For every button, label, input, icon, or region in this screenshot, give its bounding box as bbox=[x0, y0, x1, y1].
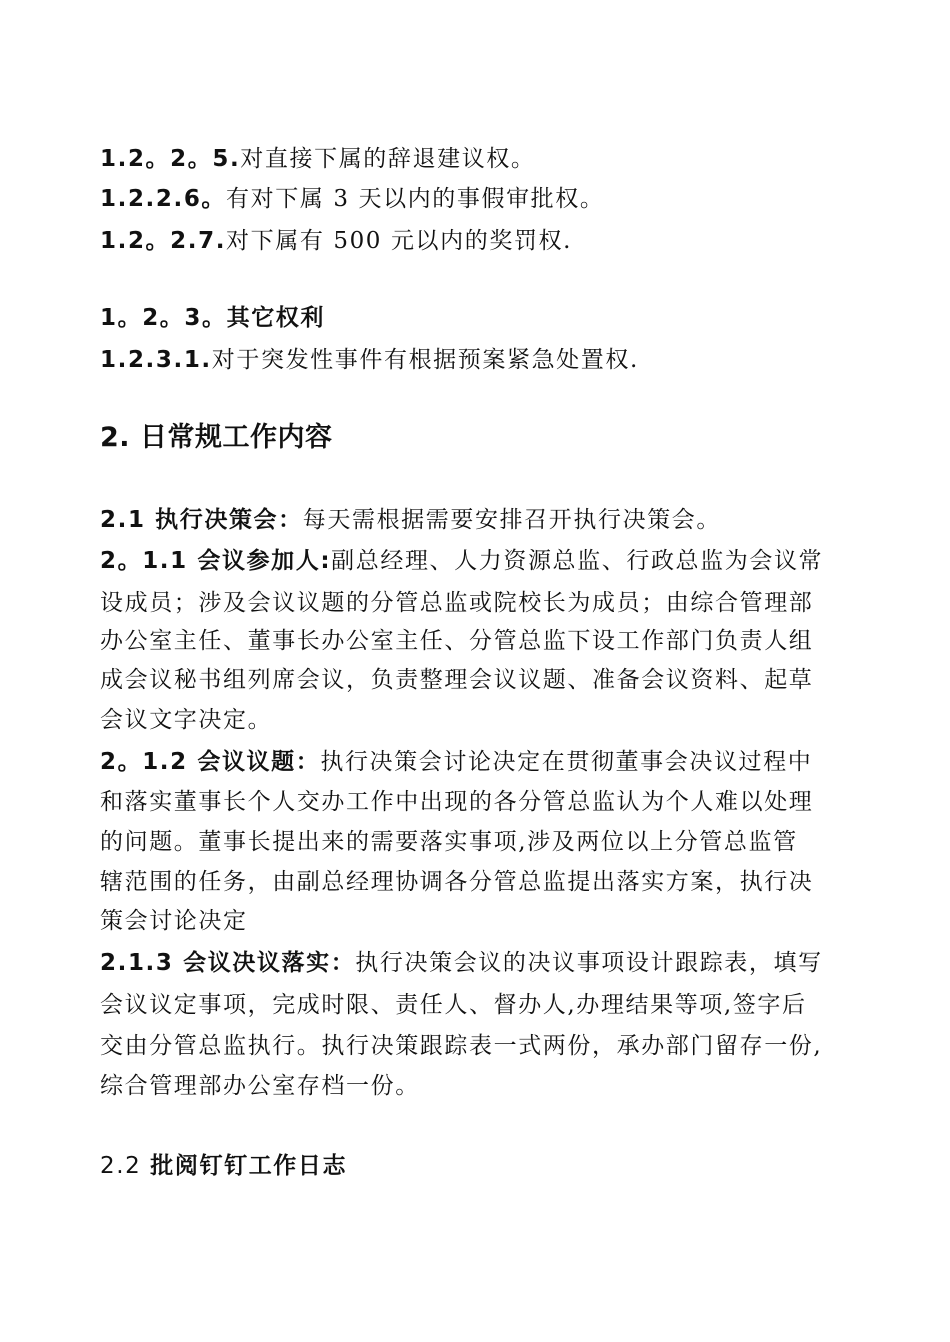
subsection-title: 批阅钉钉工作日志 bbox=[150, 1153, 348, 1179]
item-text: 对下属有 500 元以内的奖罚权. bbox=[226, 228, 573, 254]
paragraph-text: 每天需根据需要安排召开执行决策会。 bbox=[302, 507, 721, 533]
paragraph-212-line-2: 和落实董事长个人交办工作中出现的各分管总监认为个人难以处理 bbox=[100, 789, 814, 815]
item-number: 1.2。2.7. bbox=[100, 228, 227, 254]
paragraph-211-line-4: 成会议秘书组列席会议，负责整理会议议题、准备会议资料、起草 bbox=[100, 667, 814, 693]
item-number: 1.2。2。5. bbox=[100, 146, 241, 172]
paragraph-212-line-3: 的问题。董事长提出来的需要落实事项,涉及两位以上分管总监管 bbox=[100, 829, 798, 855]
paragraph-213-line-2: 会议议定事项，完成时限、责任人、督办人,办理结果等项,签字后 bbox=[100, 992, 807, 1018]
paragraph-text: 执行决策会讨论决定在贯彻董事会决议过程中 bbox=[320, 749, 813, 775]
paragraph-213-line-3: 交由分管总监执行。执行决策跟踪表一式两份，承办部门留存一份, bbox=[100, 1033, 823, 1059]
item-1231 bbox=[100, 345, 639, 375]
item-number: 1.2.3.1. bbox=[100, 347, 212, 373]
paragraph-21 bbox=[100, 505, 721, 535]
section-heading-2: 2. 日常规工作内容 bbox=[100, 422, 333, 453]
subsection-number: 2.2 bbox=[100, 1153, 151, 1179]
subsection-heading-22 bbox=[100, 1151, 347, 1181]
paragraph-213-line-1 bbox=[100, 948, 823, 978]
item-1227 bbox=[100, 226, 572, 256]
paragraph-212-line-4: 辖范围的任务，由副总经理协调各分管总监提出落实方案，执行决 bbox=[100, 869, 814, 895]
paragraph-label: 2.1.3 会议决议落实： bbox=[100, 950, 356, 976]
paragraph-211-line-3: 办公室主任、董事长办公室主任、分管总监下设工作部门负责人组 bbox=[100, 628, 814, 654]
subsection-heading-123: 1。2。3。其它权利 bbox=[100, 305, 326, 331]
paragraph-211-line-1 bbox=[100, 546, 823, 576]
item-number: 1.2.2.6。 bbox=[100, 186, 227, 212]
paragraph-213-line-4: 综合管理部办公室存档一份。 bbox=[100, 1073, 420, 1099]
paragraph-211-line-2: 设成员；涉及会议议题的分管总监或院校长为成员；由综合管理部 bbox=[100, 590, 814, 616]
item-1225 bbox=[100, 144, 536, 174]
paragraph-text: 执行决策会议的决议事项设计跟踪表，填写 bbox=[355, 950, 823, 976]
item-1226 bbox=[100, 184, 605, 214]
paragraph-text: 副总经理、人力资源总监、行政总监为会议常 bbox=[331, 548, 824, 574]
paragraph-label: 2。1.1 会议参加人: bbox=[100, 548, 332, 574]
paragraph-212-line-1 bbox=[100, 747, 812, 777]
item-text: 有对下属 3 天以内的事假审批权。 bbox=[226, 186, 605, 212]
paragraph-212-line-5: 策会讨论决定 bbox=[100, 908, 248, 934]
item-text: 对于突发性事件有根据预案紧急处置权. bbox=[211, 347, 639, 373]
paragraph-211-line-5: 会议文字决定。 bbox=[100, 707, 273, 733]
paragraph-label: 2.1 执行决策会： bbox=[100, 507, 303, 533]
item-text: 对直接下属的辞退建议权。 bbox=[240, 146, 536, 172]
paragraph-label: 2。1.2 会议议题： bbox=[100, 749, 321, 775]
